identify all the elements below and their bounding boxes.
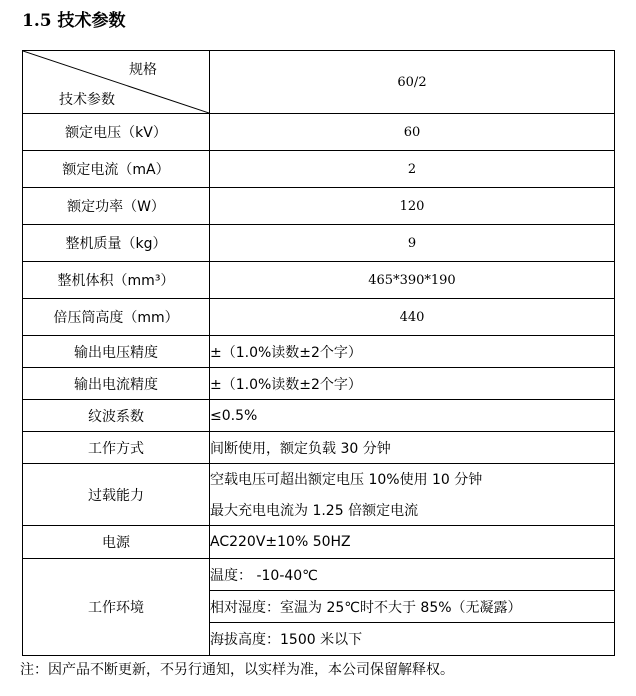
row-label: 整机体积（mm³）	[23, 262, 210, 299]
table-row	[23, 225, 615, 262]
table-row	[23, 464, 615, 495]
row-value: 440	[210, 299, 615, 336]
row-value: 9	[210, 225, 615, 262]
row-label: 过载能力	[23, 464, 210, 526]
row-label: 工作环境	[23, 559, 210, 656]
row-value: ≤0.5%	[210, 400, 615, 432]
table-row	[23, 336, 615, 368]
table-row	[23, 432, 615, 464]
row-label: 纹波系数	[23, 400, 210, 432]
tech-spec-table	[22, 50, 615, 656]
table-row	[23, 299, 615, 336]
overload-line: 最大充电电流为 1.25 倍额定电流	[210, 495, 615, 526]
row-label: 输出电压精度	[23, 336, 210, 368]
table-row	[23, 151, 615, 188]
diagonal-line-icon	[23, 51, 209, 113]
row-label: 额定电流（mA）	[23, 151, 210, 188]
row-value: 465*390*190	[210, 262, 615, 299]
row-value: 2	[210, 151, 615, 188]
row-value: AC220V±10% 50HZ	[210, 526, 615, 559]
environment-line: 相对湿度：室温为 25℃时不大于 85%（无凝露）	[210, 591, 615, 623]
table-row	[23, 368, 615, 400]
table-row	[23, 114, 615, 151]
overload-line: 空载电压可超出额定电压 10%使用 10 分钟	[210, 464, 615, 495]
row-label: 整机质量（kg）	[23, 225, 210, 262]
environment-line: 海拔高度：1500 米以下	[210, 623, 615, 656]
row-value: 间断使用，额定负载 30 分钟	[210, 432, 615, 464]
header-row	[23, 51, 615, 114]
model-value: 60/2	[210, 51, 615, 114]
row-label: 额定电压（kV）	[23, 114, 210, 151]
section-title: 1.5 技术参数	[22, 11, 126, 31]
table-row	[23, 559, 615, 591]
row-label: 电源	[23, 526, 210, 559]
param-label: 技术参数	[59, 92, 115, 108]
row-value: ±（1.0%读数±2个字）	[210, 368, 615, 400]
table-row	[23, 262, 615, 299]
diagonal-header-cell	[23, 51, 210, 114]
environment-line: 温度： -10-40℃	[210, 559, 615, 591]
table-row	[23, 400, 615, 432]
table-row	[23, 188, 615, 225]
row-label: 额定功率（W）	[23, 188, 210, 225]
row-label: 倍压筒高度（mm）	[23, 299, 210, 336]
row-label: 输出电流精度	[23, 368, 210, 400]
row-value: 60	[210, 114, 615, 151]
table-row	[23, 526, 615, 559]
spec-label: 规格	[129, 62, 157, 78]
row-label: 工作方式	[23, 432, 210, 464]
row-value: 120	[210, 188, 615, 225]
footnote: 注：因产品不断更新，不另行通知，以实样为准，本公司保留解释权。	[20, 662, 454, 678]
row-value: ±（1.0%读数±2个字）	[210, 336, 615, 368]
